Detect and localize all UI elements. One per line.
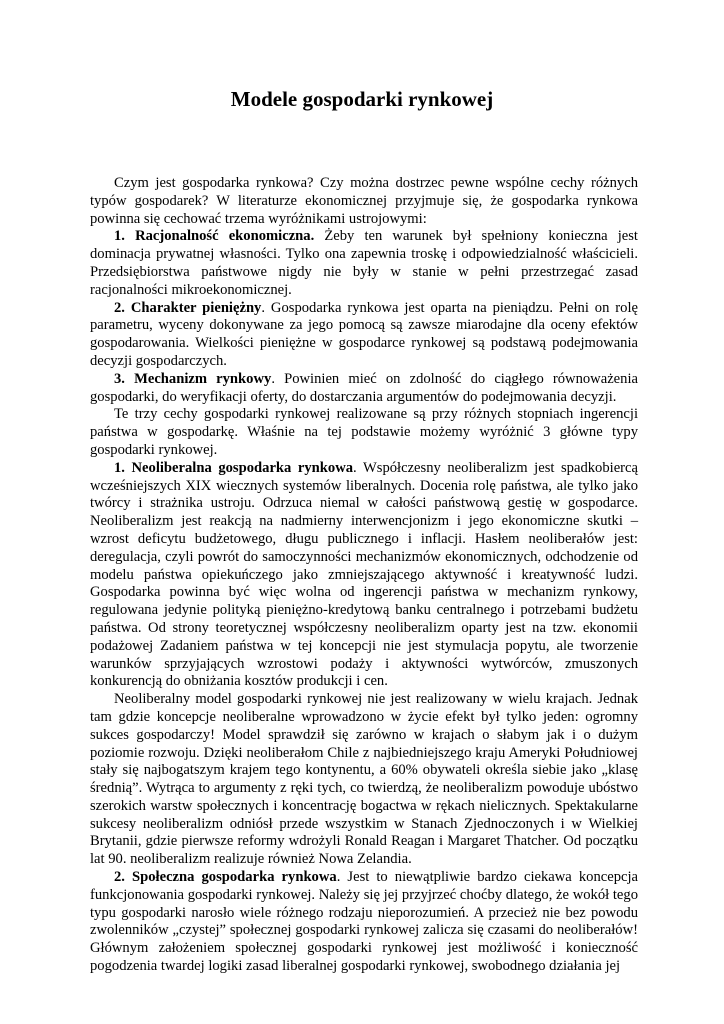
paragraph-text: . Gospodarka rynkowa jest oparta na pieniądzu. Pełni on rolę parametru, wyceny dokonywane za jego pomocą są zawsze miarodajne dla oceny efektów gospodarowania. Wielkości pieniężne w gospodarce rynkowej są podstawą podejmowania decyzji gospodarczych. [90,299,638,369]
paragraph [90,371,638,407]
paragraph [90,460,638,691]
paragraph-lead: 2. Społeczna gospodarka rynkowa [114,869,337,886]
paragraph [90,406,638,459]
paragraph-text: Żeby ten warunek był spełniony konieczna jest dominacja prywatnej własności. Tylko ona zapewnia troskę i odpowiedzialność właścicieli. Przedsiębiorstwa państwowe nigdy nie były w stanie w pełni przestrzegać zasad racjonalności mikroekonomicznej. [90,228,638,298]
paragraph-text: . Powinien mieć on zdolność do ciągłego równoważenia gospodarki, do weryfikacji oferty, do dostarczania argumentów do podejmowania decyzji. [90,370,638,405]
paragraph-lead: 1. Racjonalność ekonomiczna. [114,228,315,245]
page-title: Modele gospodarki rynkowej [230,87,494,111]
paragraph-text: Czym jest gospodarka rynkowa? Czy można dostrzec pewne wspólne cechy różnych typów gospodarek? W literaturze ekonomicznej przyjmuje się, że gospodarka rynkowa powinna się cechować trzema wyróżnikami ustrojowymi: [90,175,638,227]
paragraph [90,175,638,228]
paragraph [90,300,638,371]
paragraph-text: Te trzy cechy gospodarki rynkowej realizowane są przy różnych stopniach ingerencji państwa w gospodarkę. Właśnie na tej podstawie możemy wyróżnić 3 główne typy gospodarki rynkowej. [90,406,638,458]
paragraph-text: . Jest to niewątpliwie bardzo ciekawa koncepcja funkcjonowania gospodarki rynkowej. Należy się jej przyjrzeć choćby dlatego, że wokół tego typu gospodarki narosło wiele różnego rodzaju nieporozumień. A przecież nie bez powodu zwolenników „czystej” społecznej gospodarki rynkowej zalicza się czasami do neoliberałów! Głównym założeniem społecznej gospodarki rynkowej jest możliwość i konieczność pogodzenia twardej logiki zasad liberalnej gospodarki rynkowej, swobodnego działania jej [90,869,638,975]
paragraph-text: . Współczesny neoliberalizm jest spadkobiercą wcześniejszych XIX wiecznych systemów liberalnych. Docenia rolę państwa, ale tylko jako twórcy i strażnika ustroju. Odrzuca niemal w całości państwową gestię w gospodarce. Neoliberalizm jest reakcją na nadmierny interwencjonizm i jego ekonomiczne skutki – wzrost deficytu budżetowego, długu publicznego i inflacji. Hasłem neoliberałów jest: deregulacja, czyli powrót do samoczynności mechanizmów ekonomicznych, odchodzenie od modelu państwa opiekuńczego jako zmniejszającego aktywność i kreatywność ludzi. Gospodarka powinna być więc wolna od ingerencji państwa w mechanizm rynkowy, regulowana jedynie polityką pieniężno-kredytową banku centralnego i potrzebami budżetu państwa. Od strony teoretycznej współczesny neoliberalizm oparty jest na tzw. ekonomii podażowej Zadaniem państwa w tej koncepcji nie jest stymulacja popytu, ale tworzenie warunków sprzyjających wzrostowi podaży i aktywności wytwórców, zmuszonych konkurencją do obniżania kosztów produkcji i cen. [90,459,638,690]
paragraph-lead: 2. Charakter pieniężny [114,299,262,316]
paragraph [90,869,638,976]
paragraph [90,691,638,869]
paragraph-lead: 1. Neoliberalna gospodarka rynkowa [114,459,354,476]
paragraph-text: Neoliberalny model gospodarki rynkowej nie jest realizowany w wielu krajach. Jednak tam gdzie koncepcje neoliberalne wprowadzono w życie efekt był tylko jeden: ogromny sukces gospodarczy! Model sprawdził się zarówno w krajach o słabym jak i o dużym poziomie rozwoju. Dzięki neoliberałom Chile z najbiedniejszego kraju Ameryki Południowej stały się najbogatszym krajem tego kontynentu, a 60% obywateli określa siebie jako „klasę średnią”. Wytrąca to argumenty z ręki tych, co twierdzą, że neoliberalizm powoduje ubóstwo szerokich warstw społecznych i koncentrację bogactwa w rękach nielicznych. Spektakularne sukcesy neoliberalizm odniósł przede wszystkim w Stanach Zjednoczonych i w Wielkiej Brytanii, gdzie pierwsze reformy wdrożyli Ronald Reagan i Margaret Thatcher. Od początku lat 90. neoliberalizm realizuje również Nowa Zelandia. [90,691,638,868]
paragraph-lead: 3. Mechanizm rynkowy [114,370,272,387]
document-body [90,175,638,976]
paragraph [90,228,638,299]
